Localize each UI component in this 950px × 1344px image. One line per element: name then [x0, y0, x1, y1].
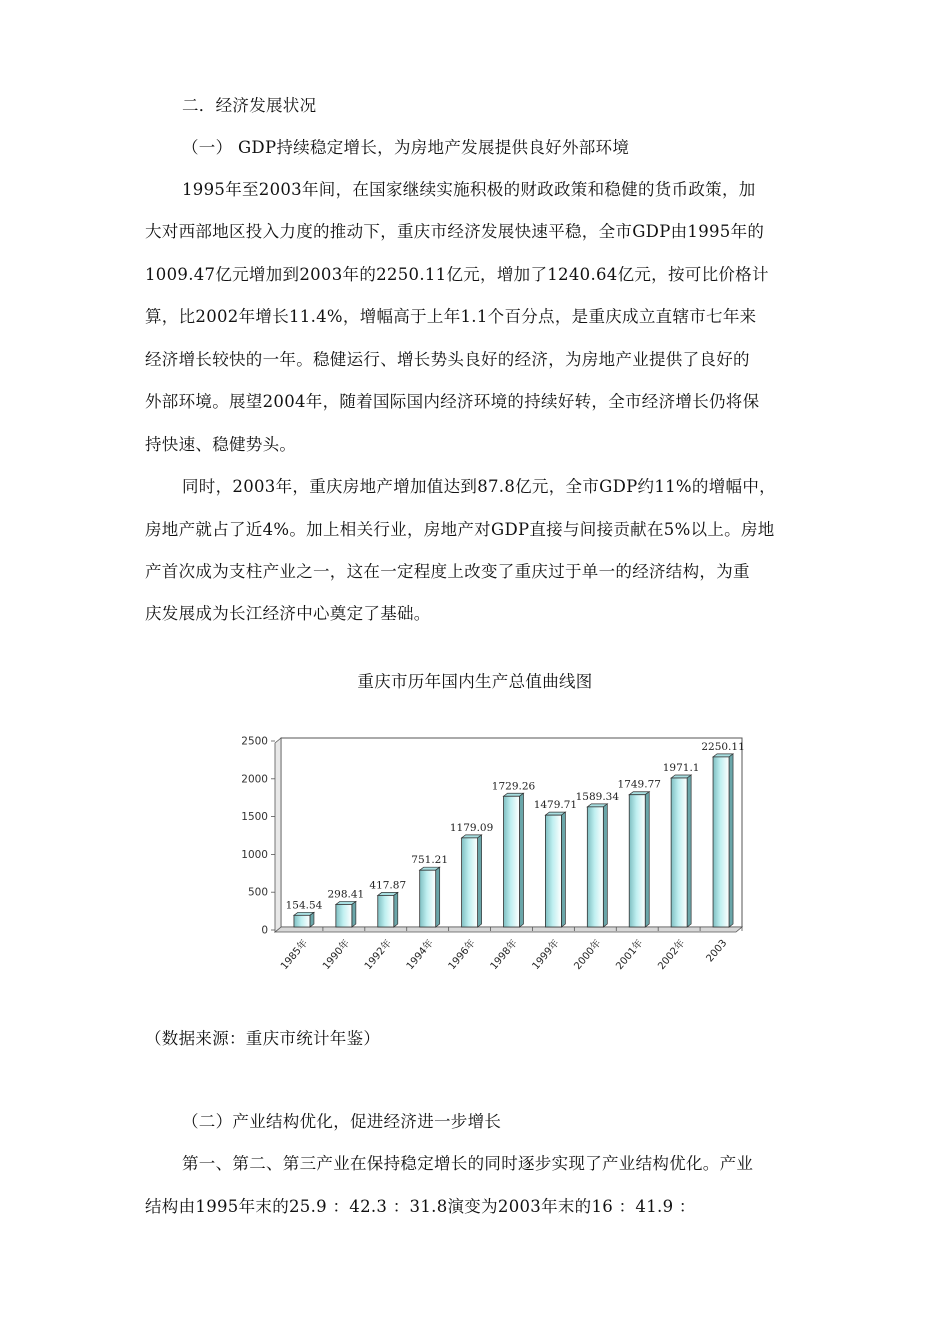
y-tick-label: 1000: [241, 848, 268, 861]
paragraph-line: 第一、第二、第三产业在保持稳定增长的同时逐步实现了产业结构优化。产业: [182, 1154, 754, 1173]
bar-side: [687, 775, 691, 927]
gdp-bar-chart: [225, 728, 765, 998]
x-category-label: 1994年: [404, 937, 436, 973]
bar-value-label: 751.21: [411, 854, 449, 867]
bar: [671, 778, 687, 927]
bar-value-label: 2250.11: [701, 740, 745, 753]
x-category-label: 2002年: [656, 937, 688, 973]
bar: [336, 904, 352, 927]
bar: [629, 795, 645, 927]
chart-side-wall: [275, 738, 281, 932]
bar-side: [520, 793, 524, 927]
bar-value-label: 298.41: [327, 888, 365, 901]
bar-side: [436, 867, 440, 927]
y-tick-label: 1500: [241, 811, 268, 824]
bar: [462, 838, 478, 927]
bar: [545, 815, 561, 927]
bar-side: [645, 792, 649, 927]
y-tick-label: 2000: [241, 773, 268, 786]
bar-group: [671, 775, 691, 927]
y-tick-label: 2500: [241, 735, 268, 748]
bar-side: [729, 754, 733, 927]
subsection-heading-gdp: （一） GDP持续稳定增长，为房地产发展提供良好外部环境: [182, 138, 630, 157]
bar: [504, 796, 520, 927]
section-heading: 二．经济发展状况: [182, 96, 317, 115]
x-category-label: 1996年: [446, 937, 478, 973]
bar: [587, 807, 603, 927]
x-category-label: 2001年: [614, 937, 646, 973]
bar-value-label: 417.87: [369, 879, 407, 892]
bar-side: [561, 812, 565, 927]
x-category-label: 1990年: [320, 937, 353, 973]
x-category-label: 1998年: [488, 937, 520, 973]
paragraph-line: 算，比2002年增长11.4%，增幅高于上年1.1个百分点，是重庆成立直辖市七年来: [145, 307, 757, 326]
bar-group: [294, 912, 314, 927]
bar-value-label: 1479.71: [533, 799, 578, 812]
paragraph-line: 1995年至2003年间，在国家继续实施积极的财政政策和稳健的货币政策，加: [182, 180, 756, 199]
bar: [294, 915, 310, 927]
bar-group: [713, 754, 733, 927]
bar-group: [545, 812, 565, 927]
paragraph-line: 持快速、稳健势头。: [145, 435, 297, 454]
chart-floor: [275, 927, 742, 932]
y-tick-label: 0: [261, 924, 268, 937]
bar: [713, 757, 729, 927]
bar-side: [603, 804, 607, 927]
bar-group: [629, 792, 649, 927]
bar-side: [394, 892, 398, 927]
bar-value-label: 1971.1: [662, 761, 700, 774]
bar-value-label: 1589.34: [575, 790, 620, 803]
bar: [420, 870, 436, 927]
bar-group: [336, 901, 356, 927]
data-source-note: （数据来源：重庆市统计年鉴）: [145, 1029, 381, 1048]
x-category-label: 2000年: [572, 937, 604, 973]
paragraph-line: 外部环境。展望2004年，随着国际国内经济环境的持续好转，全市经济增长仍将保: [145, 392, 760, 411]
bar-side: [310, 912, 314, 927]
subsection-heading-industry: （二）产业结构优化，促进经济进一步增长: [182, 1112, 502, 1131]
x-category-label: 1999年: [530, 937, 562, 973]
bar-value-label: 1729.26: [491, 780, 536, 793]
x-category-label: 1992年: [362, 937, 395, 973]
bar-value-label: 154.54: [285, 899, 323, 912]
paragraph-line: 产首次成为支柱产业之一，这在一定程度上改变了重庆过于单一的经济结构，为重: [145, 562, 750, 581]
x-category-label: 1985年: [279, 937, 311, 973]
y-tick-label: 500: [247, 886, 268, 899]
bar-group: [420, 867, 440, 927]
paragraph-line: 结构由1995年末的25.9 ：42.3 ：31.8演变为2003年末的16 ：41.9 ：: [145, 1197, 696, 1216]
bar: [378, 895, 394, 927]
x-category-label: 2003: [704, 937, 730, 965]
bar-group: [504, 793, 524, 927]
chart-title: 重庆市历年国内生产总值曲线图: [357, 672, 593, 691]
bar-value-label: 1749.77: [617, 778, 661, 791]
paragraph-line: 庆发展成为长江经济中心奠定了基础。: [145, 604, 431, 623]
paragraph-line: 大对西部地区投入力度的推动下，重庆市经济发展快速平稳，全市GDP由1995年的: [145, 222, 765, 241]
bar-side: [478, 835, 482, 927]
bar-value-label: 1179.09: [449, 821, 494, 834]
bar-group: [587, 804, 607, 927]
bar-side: [352, 901, 356, 927]
paragraph-line: 同时，2003年，重庆房地产增加值达到87.8亿元，全市GDP约11%的增幅中，: [182, 477, 776, 496]
bar-group: [462, 835, 482, 927]
paragraph-line: 经济增长较快的一年。稳健运行、增长势头良好的经济，为房地产业提供了良好的: [145, 350, 750, 369]
bar-group: [378, 892, 398, 927]
paragraph-line: 1009.47亿元增加到2003年的2250.11亿元，增加了1240.64亿元，按可比价格计: [145, 265, 769, 284]
paragraph-line: 房地产就占了近4%。加上相关行业，房地产对GDP直接与间接贡献在5%以上。房地: [145, 520, 775, 539]
